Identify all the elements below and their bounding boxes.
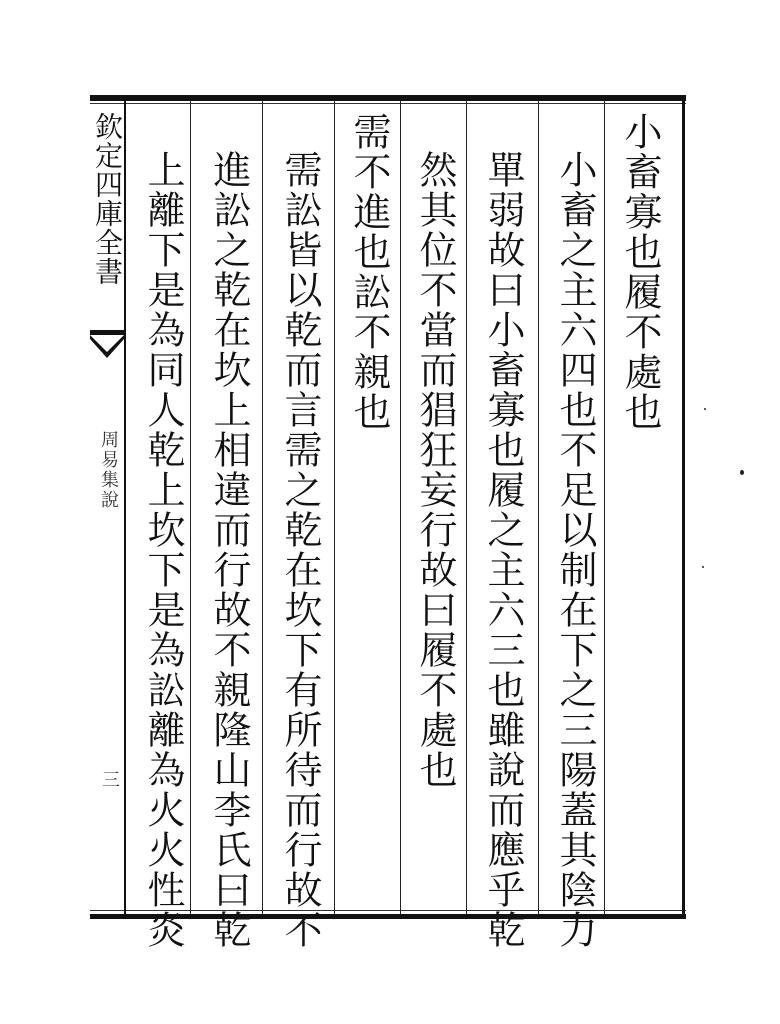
column-divider [400,100,401,914]
column-divider [466,100,467,914]
column-divider [538,100,539,914]
margin-column-divider [124,100,126,914]
top-border-rule [90,95,686,101]
heading-column: 小畜寡也履不處也 [618,112,662,432]
page-number: 三 [99,770,120,788]
top-border-rule-thin [90,103,686,104]
column-divider [334,100,335,914]
heading-column: 需不進也訟不親也 [347,112,391,432]
fish-tail-icon [90,330,124,364]
text-column: 單弱故曰小畜寡也履之主六三也雖說而應乎乾 [481,150,525,950]
book-title: 欽定四庫全書 [91,112,124,286]
text-column: 需訟皆以乾而言需之乾在坎下有所待而行故不 [278,150,322,950]
text-column: 小畜之主六四也不足以制在下之三陽蓋其陰力 [553,150,597,950]
scan-speck [740,470,744,475]
section-title: 周易集說 [98,430,119,510]
column-divider [190,100,191,914]
text-column: 上離下是為同人乾上坎下是為訟離為火火性炎 [141,150,185,950]
scan-speck [702,566,704,568]
text-column: 進訟之乾在坎上相違而行故不親隆山李氏曰乾 [207,150,251,950]
right-border-rule [682,98,685,918]
column-divider [604,100,605,914]
text-column: 然其位不當而猖狂妄行故曰履不處也 [413,150,457,790]
column-divider [262,100,263,914]
scan-speck [704,408,706,410]
